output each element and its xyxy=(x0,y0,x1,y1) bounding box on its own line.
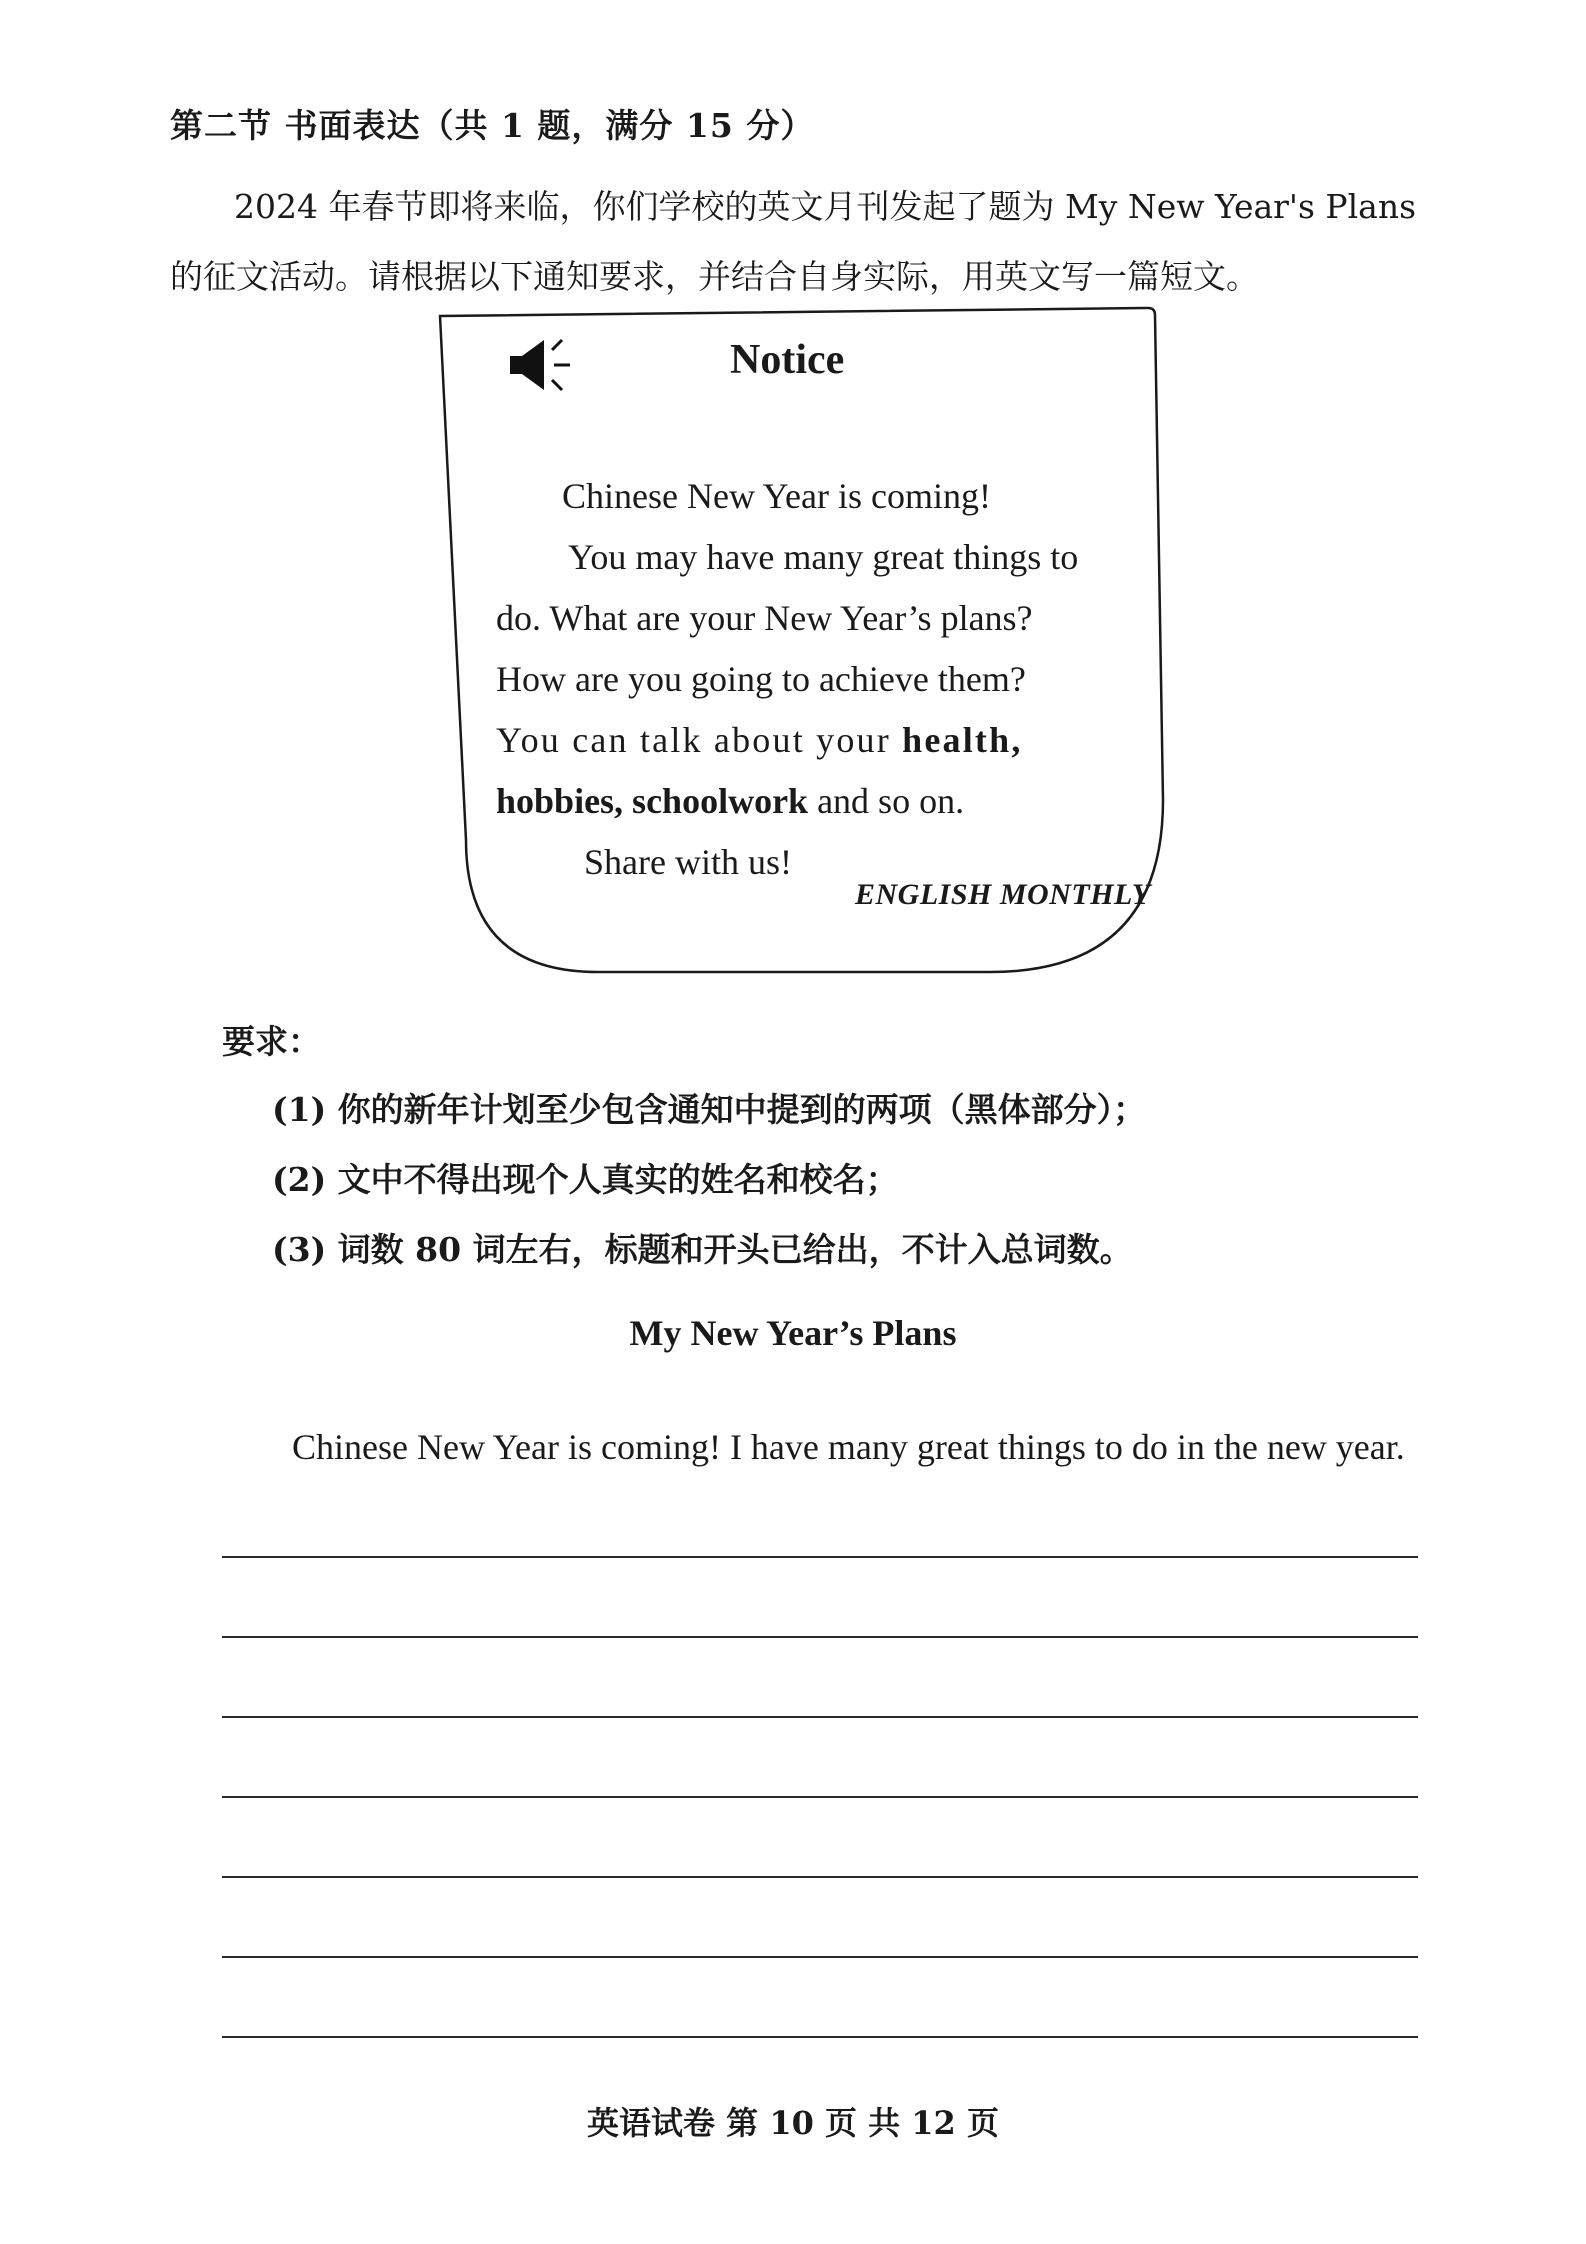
writing-line-5[interactable] xyxy=(222,1876,1418,1878)
page-footer: 英语试卷 第 10 页 共 12 页 xyxy=(587,2104,999,2142)
notice-line: You may have many great things to xyxy=(568,537,1079,577)
requirements-heading: 要求： xyxy=(222,1022,321,1061)
instruction-line-2: 的征文活动。请根据以下通知要求，并结合自身实际，用英文写一篇短文。 xyxy=(170,257,1259,296)
requirement-item: (1) 你的新年计划至少包含通知中提到的两项（黑体部分）； xyxy=(272,1090,1147,1129)
essay-opening: Chinese New Year is coming! I have many great things to do in the new year. xyxy=(292,1427,1405,1467)
notice-line: Share with us! xyxy=(584,842,792,882)
task-instructions xyxy=(170,172,1430,312)
requirements-list xyxy=(272,1075,1146,1285)
notice-line xyxy=(496,710,1136,771)
notice-line: do. What are your New Year’s plans? xyxy=(496,598,1033,638)
notice-line-part: You can talk about your xyxy=(496,720,891,760)
writing-line-7[interactable] xyxy=(222,2036,1418,2038)
notice-line-part: and so on. xyxy=(817,781,965,821)
requirement-item: (3) 词数 80 词左右，标题和开头已给出，不计入总词数。 xyxy=(272,1230,1133,1269)
writing-line-4[interactable] xyxy=(222,1796,1418,1798)
notice-signature: ENGLISH MONTHLY xyxy=(855,878,1151,911)
notice-title: Notice xyxy=(730,337,845,383)
requirement-item: (2) 文中不得出现个人真实的姓名和校名； xyxy=(272,1160,899,1199)
section-title: 第二节 书面表达（共 1 题，满分 15 分） xyxy=(170,106,815,145)
notice-line: How are you going to achieve them? xyxy=(496,659,1026,699)
megaphone-icon xyxy=(508,334,580,396)
writing-line-2[interactable] xyxy=(222,1636,1418,1638)
notice-line xyxy=(496,771,1136,832)
writing-line-3[interactable] xyxy=(222,1716,1418,1718)
essay-title: My New Year’s Plans xyxy=(629,1313,957,1353)
instruction-line-1: 2024 年春节即将来临，你们学校的英文月刊发起了题为 My New Year's Plans xyxy=(234,187,1417,226)
notice-keyword-health: health, xyxy=(902,720,1023,760)
notice-keywords: hobbies, schoolwork xyxy=(496,781,809,821)
notice-body xyxy=(496,466,1136,893)
notice-line: Chinese New Year is coming! xyxy=(562,476,991,516)
writing-line-6[interactable] xyxy=(222,1956,1418,1958)
writing-line-1[interactable] xyxy=(222,1556,1418,1558)
